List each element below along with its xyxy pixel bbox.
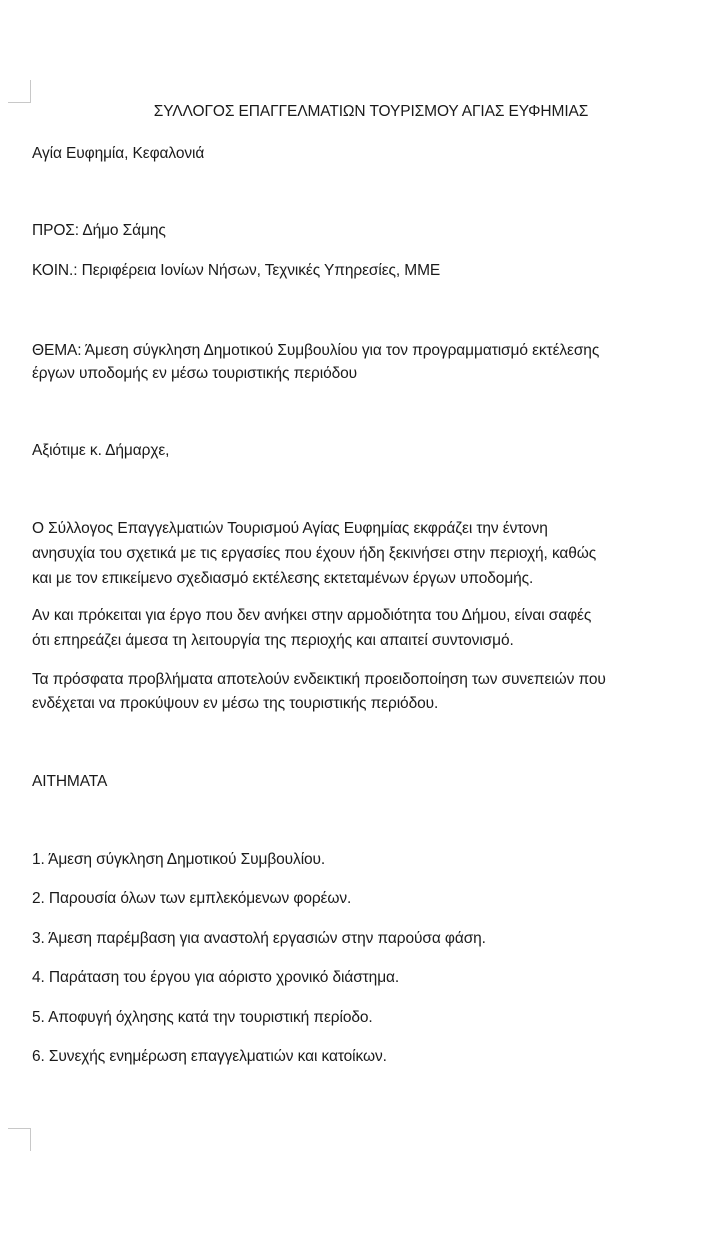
document-title: ΣΥΛΛΟΓΟΣ ΕΠΑΓΓΕΛΜΑΤΙΩΝ ΤΟΥΡΙΣΜΟΥ ΑΓΙΑΣ ΕΥΦΗΜΙΑΣ — [153, 103, 589, 120]
paragraph-1-line-2: ανησυχία του σχετικά με τις εργασίες που έχουν ήδη ξεκινήσει στην περιοχή, καθώς — [32, 545, 597, 562]
subject-line-2: έργων υποδομής εν μέσω τουριστικής περιόδου — [32, 365, 358, 382]
salutation: Αξιότιμε κ. Δήμαρχε, — [32, 442, 170, 459]
paragraph-3-line-2: ενδέχεται να προκύψουν εν μέσω της τουριστικής περιόδου. — [32, 695, 439, 712]
paragraph-1-line-3: και με τον επικείμενο σχεδιασμό εκτέλεσης εκτεταμένων έργων υποδομής. — [32, 570, 534, 587]
request-item: 3. Άμεση παρέμβαση για αναστολή εργασιών στην παρούσα φάση. — [32, 930, 486, 947]
request-item: 5. Αποφυγή όχλησης κατά την τουριστική περίοδο. — [32, 1009, 373, 1026]
request-item: 1. Άμεση σύγκληση Δημοτικού Συμβουλίου. — [32, 851, 326, 868]
paragraph-3-line-1: Τα πρόσφατα προβλήματα αποτελούν ενδεικτική προειδοποίηση των συνεπειών που — [32, 671, 606, 688]
requests-heading: ΑΙΤΗΜΑΤΑ — [32, 773, 108, 790]
request-item: 2. Παρουσία όλων των εμπλεκόμενων φορέων. — [32, 890, 352, 907]
recipient: ΠΡΟΣ: Δήμο Σάμης — [32, 222, 166, 239]
paragraph-2-line-1: Αν και πρόκειται για έργο που δεν ανήκει στην αρμοδιότητα του Δήμου, είναι σαφές — [32, 607, 592, 624]
cc-recipients: ΚΟΙΝ.: Περιφέρεια Ιονίων Νήσων, Τεχνικές Υπηρεσίες, ΜΜΕ — [32, 262, 441, 279]
location: Αγία Ευφημία, Κεφαλονιά — [32, 145, 205, 162]
paragraph-2-line-2: ότι επηρεάζει άμεσα τη λειτουργία της περιοχής και απαιτεί συντονισμό. — [32, 632, 514, 649]
page-margin-corner-bottom — [8, 1128, 31, 1151]
request-item: 6. Συνεχής ενημέρωση επαγγελματιών και κατοίκων. — [32, 1048, 387, 1065]
request-item: 4. Παράταση του έργου για αόριστο χρονικό διάστημα. — [32, 969, 400, 986]
paragraph-1-line-1: Ο Σύλλογος Επαγγελματιών Τουρισμού Αγίας Ευφημίας εκφράζει την έντονη — [32, 520, 548, 537]
subject-line-1: ΘΕΜΑ: Άμεση σύγκληση Δημοτικού Συμβουλίου για τον προγραμματισμό εκτέλεσης — [32, 342, 600, 359]
